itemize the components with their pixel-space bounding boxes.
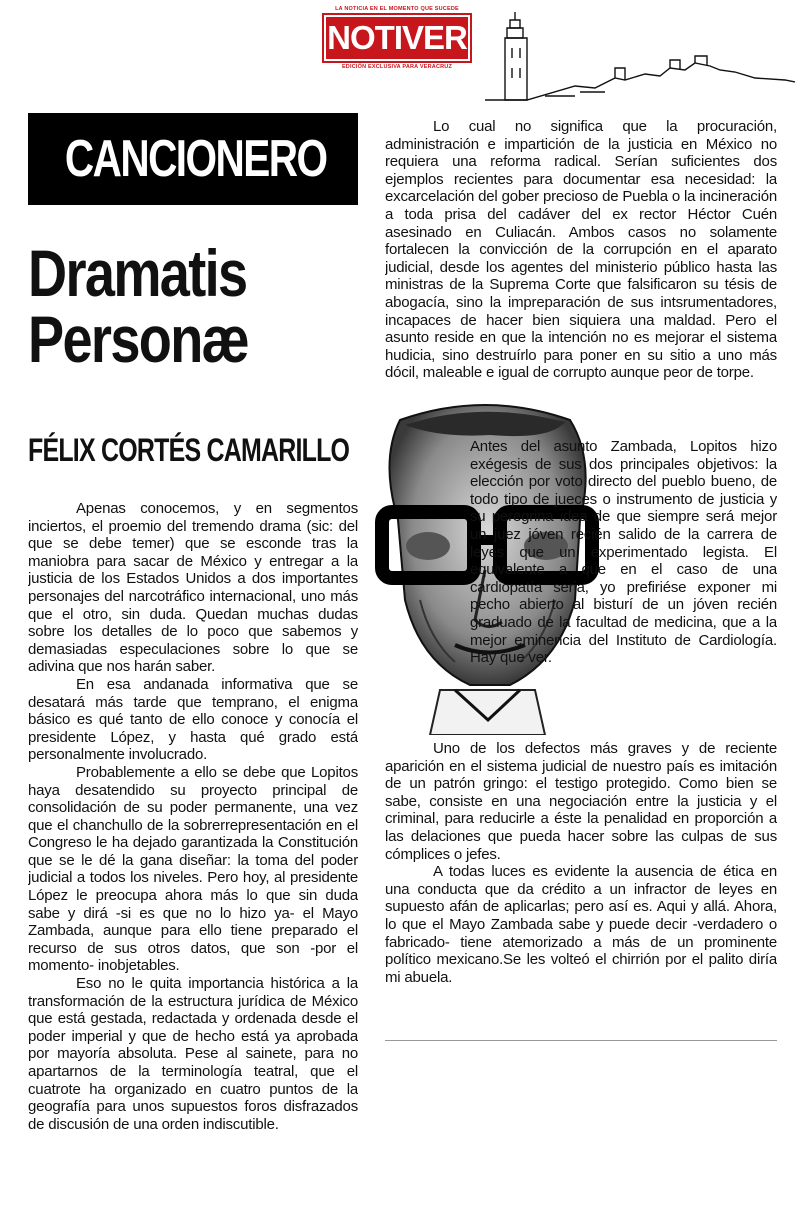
paragraph: Eso no le quita importancia histórica a la transformación de la estructura jurídica de México que está gestada, redactada y ordenada desde el poder imperial y que de hecho está ya aprobada por mayoría absoluta. Pese al sainete, para no apartarnos de la terminología teatral, que el cuatrote ha organizado en cuatro puntos de la geografía para unos supuestos foros disfrazados de discusión de una orden indiscutible.	[28, 975, 358, 1133]
port-skyline-illustration	[485, 8, 795, 108]
masthead-logo: NOTIVER	[322, 13, 472, 63]
masthead-edition: EDICIÓN EXCLUSIVA PARA VERACRUZ	[341, 64, 453, 70]
paragraph: Uno de los defectos más graves y de reciente aparición en el sistema judicial de nuestro país es imitación de un patrón gringo: el testigo protegido. Como bien se sabe, consiste en una negociación entre la justicia y el criminal, para reducirle a éste la penalidad en proporción a las delaciones que pueda hacer sobre las culpas de sus cómplices o jefes.	[385, 740, 777, 863]
paragraph: En esa andanada informativa que se desatará más tarde que temprano, el enigma básico es qué tanto de ello conoce y conocía el presidente López, y hasta qué grado está personalmente involucrado.	[28, 675, 358, 764]
article-column-right-wrap	[470, 438, 777, 740]
section-title: CANCIONERO	[64, 130, 327, 188]
headline-line-1: Dramatis	[28, 236, 247, 310]
masthead-tagline: LA NOTICIA EN EL MOMENTO QUE SUCEDE	[335, 6, 459, 12]
paragraph: A todas luces es evidente la ausencia de ética en una conducta que da crédito a un infractor de leyes en supuesto afán de aplicarlas; pero así es. Aqui y allá. Ahora, lo que el Mayo Zambada sabe y puede decir -verdadero o fabricado- tiene atemorizado a más de un prominente político mexicano.Se les volteó el chirrión por el palito diría mi abuela.	[385, 863, 777, 986]
paragraph: Probablemente a ello se debe que Lopitos haya desatendido su proyecto principal de consolidación de su poder permanente, una vez que el chanchullo de la sobrerrepresentación en el Congreso le ha dejado garantizada la Constitución que se le dé la gana diseñar: la toma del poder judicial a todos los niveles. Pero hoy, al presidente López le preocupa ahora más lo que sin duda sabe y dirá -si es que no lo hizo ya- el Mayo Zambada, aunque para ello tiene preparado el recurso de sus otros datos, que son -por el momento- inobjetables.	[28, 763, 358, 975]
end-rule	[385, 1040, 777, 1041]
article-column-right-bottom	[385, 740, 777, 1030]
masthead	[322, 6, 472, 76]
section-header	[28, 113, 358, 205]
article-headline	[28, 236, 368, 376]
paragraph: Antes del asunto Zambada, Lopitos hizo exégesis de sus dos principales objetivos: la elección por voto directo del pueblo bueno, de todo tipo de jueces o instrumento de justicia y su peregrina idea de que siempre será mejor un juez jóven recién salido de la carrera de leyes que un experimentado legista. El equivalente a que en el caso de una cardiopatía seria, yo prefiriése exponer mi pecho abierto al bisturí de un jóven recién graduado de la facultad de medicina, que a la mejor eminencia del Instituto de Cardiología. Hay que ver.	[470, 438, 777, 667]
byline	[28, 430, 358, 470]
article-column-left	[28, 500, 358, 1205]
headline-line-2: Personæ	[28, 302, 249, 376]
author-name: FÉLIX CORTÉS CAMARILLO	[28, 432, 350, 468]
article-column-right-top	[385, 118, 777, 438]
paragraph: Lo cual no significa que la procuración, administración e impartición de la justicia en México no requiera una reforma radical. Serían suficientes dos ejemplos recientes para documentar esa necesidad: la excarcelación del gober precioso de Puebla o la incineración a toda prisa del cadáver del ex rector Héctor Cuén asesinado en Culiacán. Ambos casos no solamente fortalecen la convicción de la corrupción en el aparato judicial, desde los agentes del ministerio público hasta las ministras de la Suprema Corte que falsificaron su tésis de abogacía, sino la impreparación de sus intsrumentadores, incapaces de hacer bien siquiera una maldad. Pero el asunto reside en que la intención no es mejorar el sistema hudicia, sino destruírlo para poner en su sitio a uno más dócil, maleable e igual de corrupto aunque peor de torpe.	[385, 118, 777, 382]
paragraph: Apenas conocemos, y en segmentos inciertos, el proemio del tremendo drama (sic: del que se debe temer) que se esconde tras la maniobra para sacar de México y entregar a la justicia de los Estados Unidos a dos importantes personajes del narcotráfico internacional, uno más que el otro, sin duda. Quedan muchas dudas sobre los detalles de lo poco que sabemos y demasiadas especulaciones sobre lo que se adivina que nos harán saber.	[28, 500, 358, 676]
